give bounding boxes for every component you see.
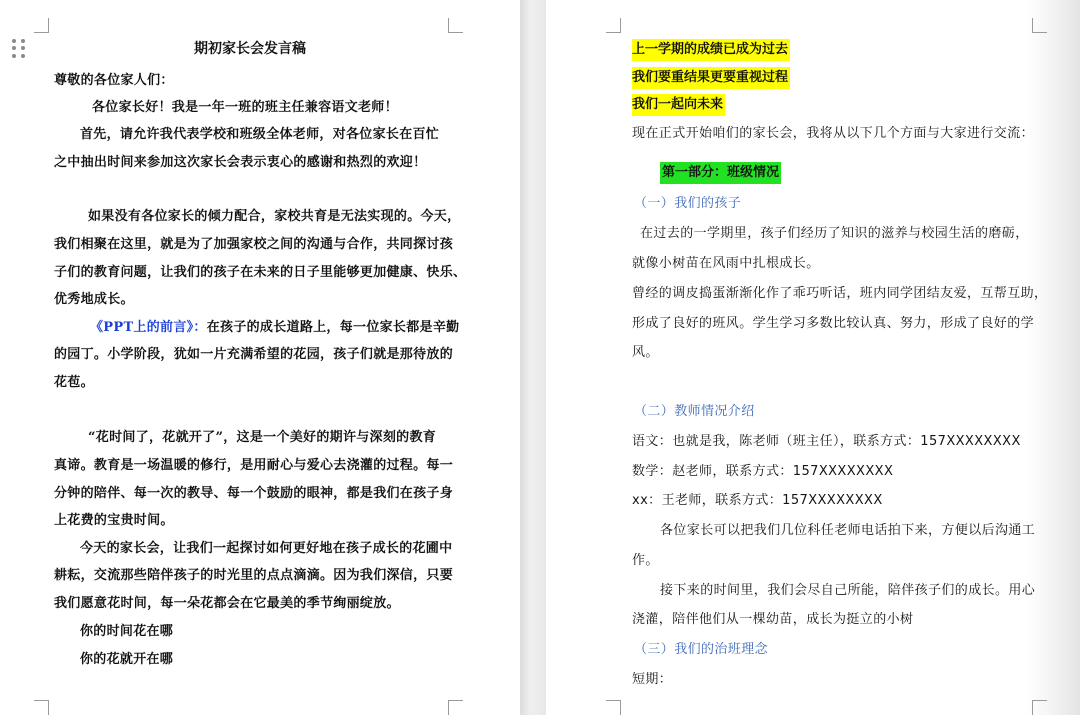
page-corner-mark: [34, 700, 49, 715]
highlighted-line: 我们要重结果更要重视过程: [632, 67, 790, 89]
paragraph-line: 耕耘，交流那些陪伴孩子的时光里的点点滴滴。因为我们深信，只要: [54, 568, 454, 583]
section-heading: （三）我们的治班理念: [634, 642, 769, 657]
paragraph-line: 浇灌，陪伴他们从一棵幼苗，成长为挺立的小树: [632, 612, 914, 627]
paragraph-line: 曾经的调皮捣蛋渐渐化作了乖巧听话，班内同学团结友爱，互帮互助，: [632, 286, 1048, 301]
paragraph-line: 我们愿意花时间，每一朵花都会在它最美的季节绚丽绽放。: [54, 596, 400, 611]
paragraph-line: 之中抽出时间来参加这次家长会表示衷心的感谢和热烈的欢迎！: [54, 155, 427, 170]
part-heading: 第一部分：班级情况: [660, 162, 781, 184]
paragraph-line: 形成了良好的班风。学生学习多数比较认真、努力，形成了良好的学: [632, 316, 1035, 331]
paragraph-line: 你的时间花在哪: [80, 624, 174, 639]
highlighted-line: 上一学期的成绩已成为过去: [632, 39, 790, 61]
paragraph-line: 上花费的宝贵时间。: [54, 513, 174, 528]
teacher-contact: 语文：也就是我，陈老师（班主任），联系方式：157XXXXXXXX: [632, 434, 1021, 449]
paragraph-line: 各位家长好！我是一年一班的班主任兼容语文老师！: [92, 100, 398, 115]
section-heading: （一）我们的孩子: [634, 196, 742, 211]
section-heading: （二）教师情况介绍: [634, 404, 755, 419]
intro-line: 现在正式开始咱们的家长会，我将从以下几个方面与大家进行交流：: [632, 126, 1035, 141]
paragraph-line: 就像小树苗在风雨中扎根成长。: [632, 256, 820, 271]
paragraph-line: 尊敬的各位家人们：: [54, 73, 174, 88]
page-corner-mark: [448, 18, 463, 33]
paragraph-line: 短期：: [632, 672, 673, 687]
paragraph-line: 我们相聚在这里，就是为了加强家校之间的沟通与合作，共同探讨孩: [54, 237, 454, 252]
document-page-right: [546, 0, 1080, 715]
paragraph-line: 你的花就开在哪: [80, 652, 174, 667]
highlighted-line: 我们一起向未来: [632, 94, 725, 116]
paragraph-line: 首先，请允许我代表学校和班级全体老师，对各位家长在百忙: [80, 127, 440, 142]
paragraph-line: 真谛。教育是一场温暖的修行，是用耐心与爱心去浇灌的过程。每一: [54, 458, 454, 473]
paragraph-line: 今天的家长会，让我们一起探讨如何更好地在孩子成长的花圃中: [80, 541, 453, 556]
ppt-note-line: [90, 319, 490, 337]
page-corner-mark: [1032, 18, 1047, 33]
page-corner-mark: [448, 700, 463, 715]
paragraph-text: 在孩子的成长道路上，每一位家长都是辛勤: [206, 320, 460, 335]
paragraph-line: 作。: [632, 553, 659, 568]
teacher-contact: 数学：赵老师，联系方式：157XXXXXXXX: [632, 464, 894, 479]
paragraph-line: “花时间了，花就开了”，这是一个美好的期许与深刻的教育: [88, 430, 437, 445]
paragraph-line: 接下来的时间里，我们会尽自己所能，陪伴孩子们的成长。用心: [660, 583, 1036, 598]
page-corner-mark: [34, 18, 49, 33]
page-corner-mark: [606, 700, 621, 715]
paragraph-line: 在过去的一学期里，孩子们经历了知识的滋养与校园生活的磨砺，: [640, 226, 1029, 241]
paragraph-line: 优秀地成长。: [54, 292, 134, 307]
document-title: 期初家长会发言稿: [194, 41, 306, 57]
teacher-contact: xx：王老师，联系方式：157XXXXXXXX: [632, 493, 883, 508]
page-corner-mark: [606, 18, 621, 33]
paragraph-line: 分钟的陪伴、每一次的教导、每一个鼓励的眼神，都是我们在孩子身: [54, 486, 454, 501]
paragraph-line: 子们的教育问题，让我们的孩子在未来的日子里能够更加健康、快乐、: [54, 265, 467, 280]
paragraph-line: 各位家长可以把我们几位科任老师电话拍下来，方便以后沟通工: [660, 523, 1036, 538]
ppt-note-label[interactable]: 《PPT上的前言》：: [90, 320, 207, 335]
paragraph-line: 的园丁。小学阶段，犹如一片充满希望的花园，孩子们就是那待放的: [54, 347, 454, 362]
page-corner-mark: [1032, 700, 1047, 715]
paragraph-line: 如果没有各位家长的倾力配合，家校共育是无法实现的。今天，: [88, 209, 461, 224]
document-page-left: [0, 0, 520, 715]
paragraph-line: 风。: [632, 345, 659, 360]
paragraph-line: 花苞。: [54, 375, 94, 390]
page-gutter: [520, 0, 546, 715]
